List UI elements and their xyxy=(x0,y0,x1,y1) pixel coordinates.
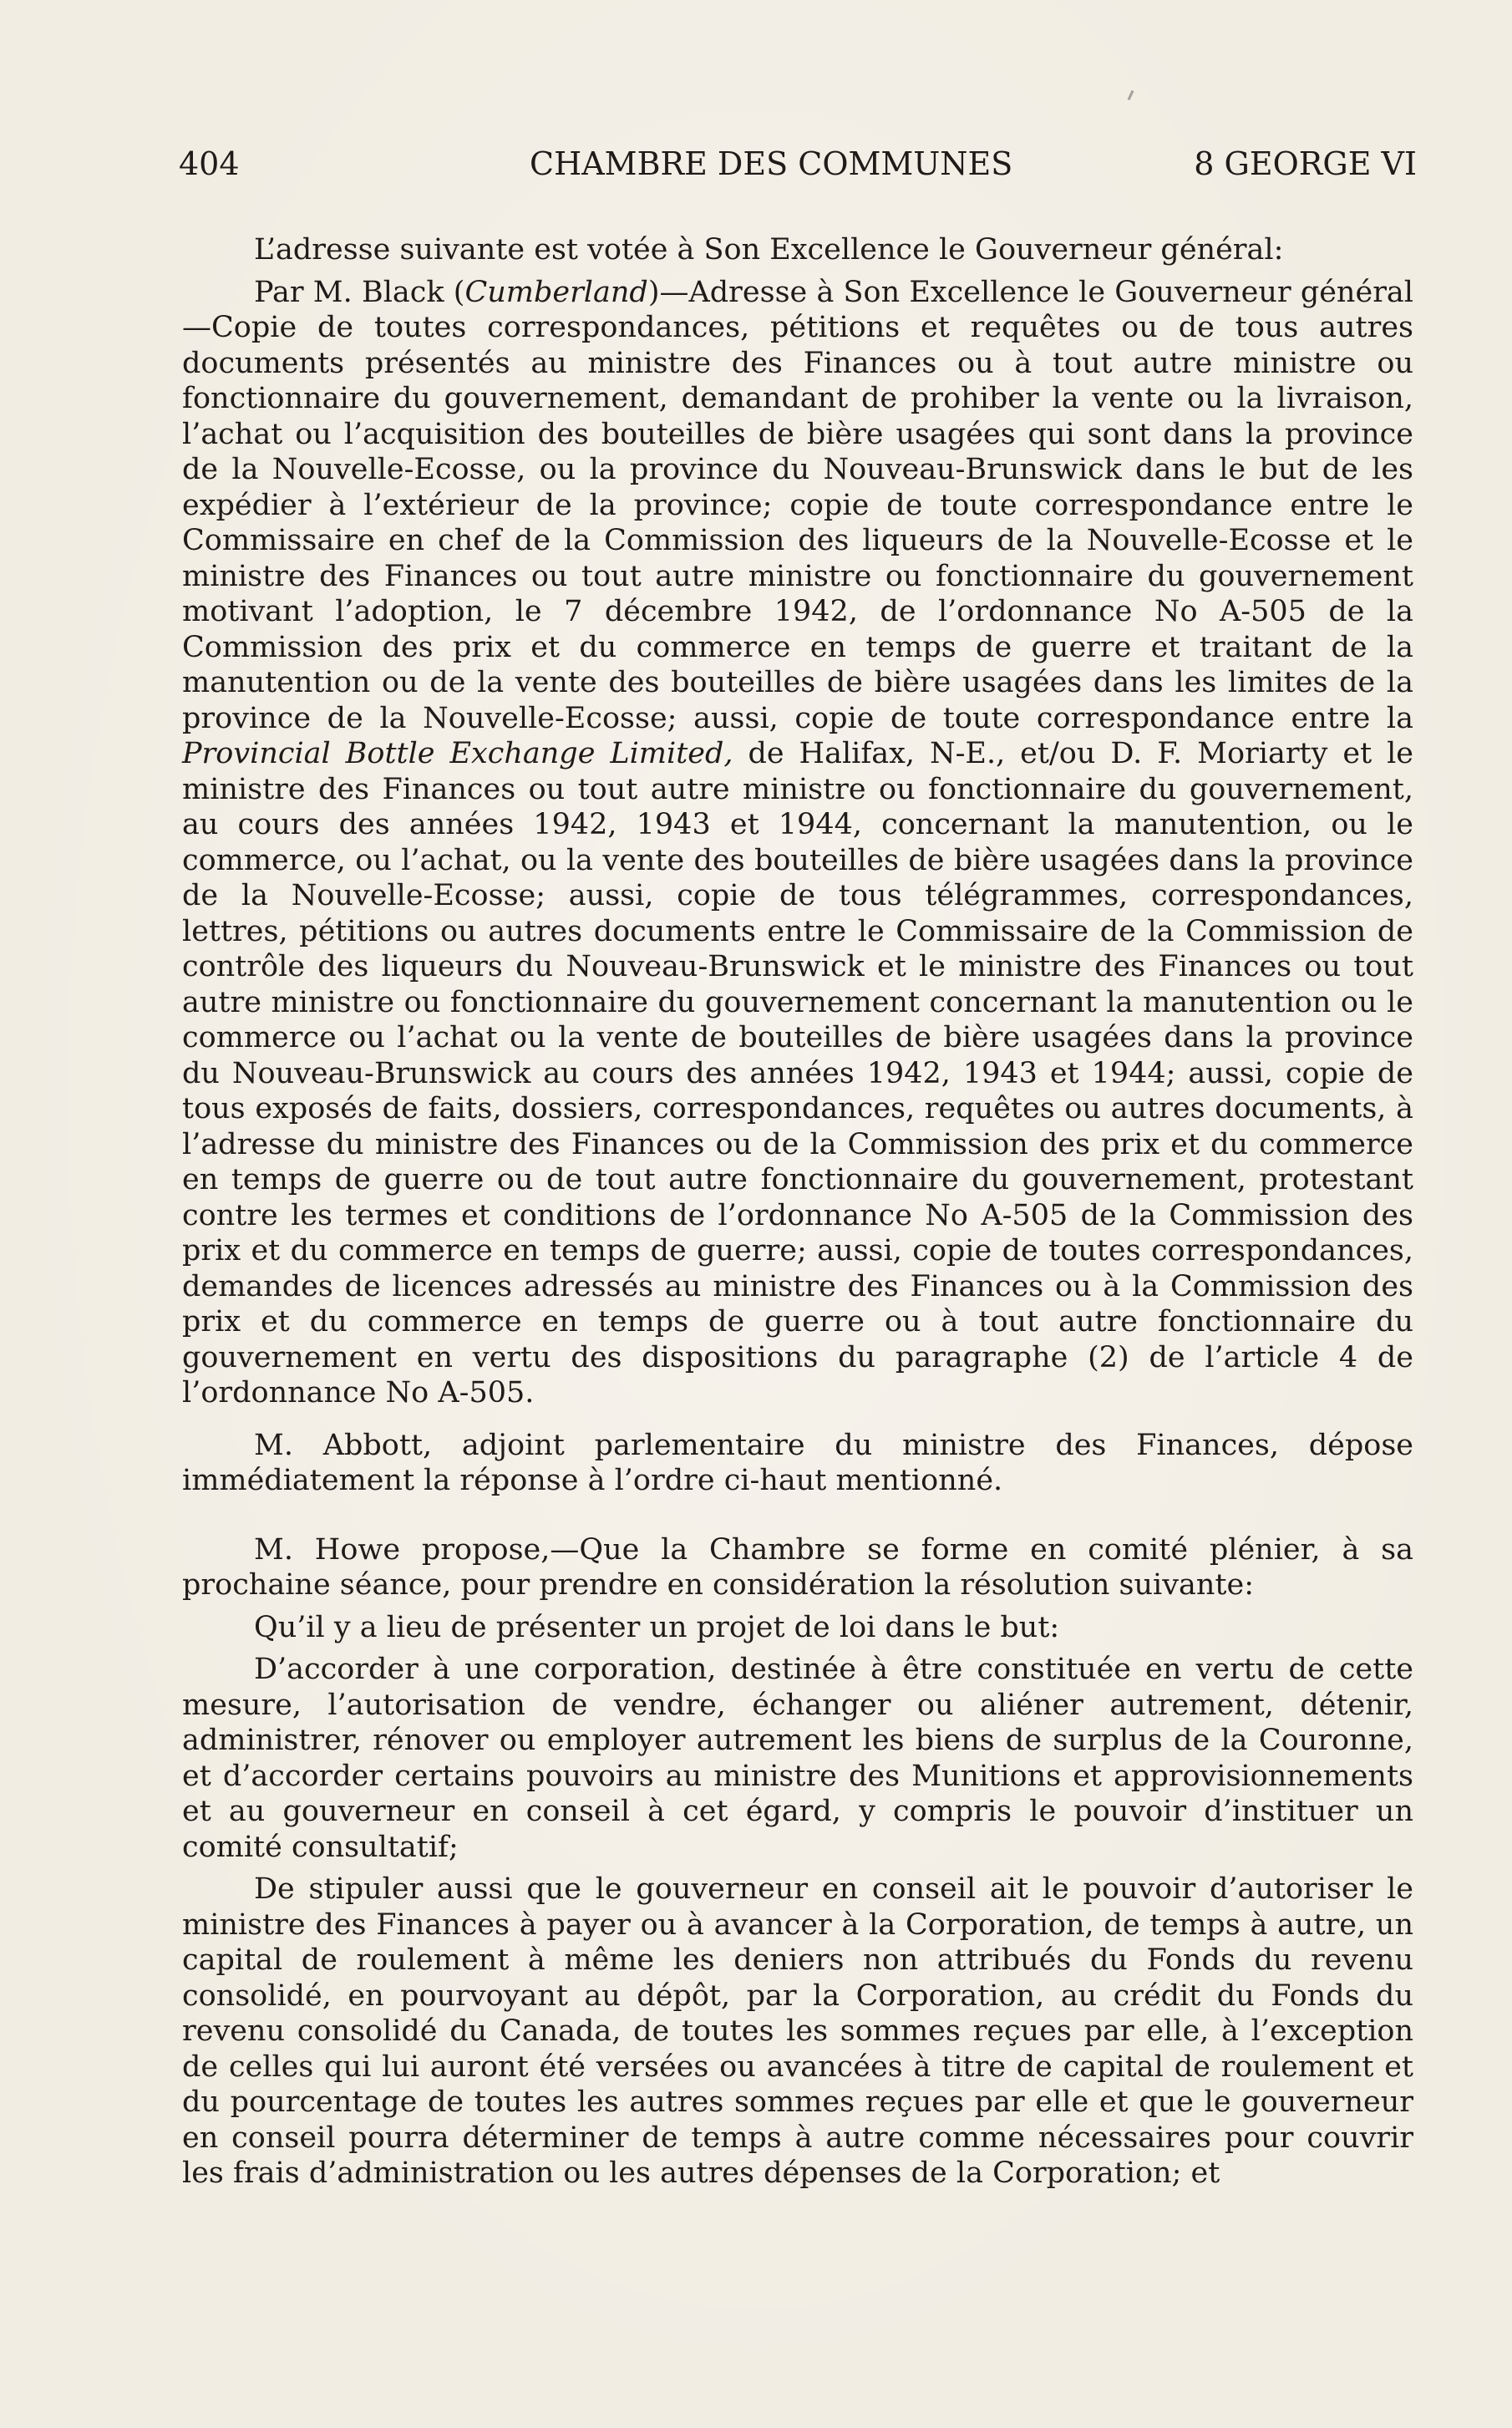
paragraph-resolution-capital: De stipuler aussi que le gouverneur en conseil ait le pouvoir d’autoriser le ministre des Finances à payer ou à avancer à la Corporation, de temps à autre, un capital de roulement à même les deniers non attribués du Fonds du revenu consolidé, en pourvoyant au dépôt, par la Corporation, au crédit du Fonds du revenu consolidé du Canada, de toutes les sommes reçues par elle, à l’exception de celles qui lui auront été versées ou avancées à titre de capital de roulement et du pourcentage de toutes les autres sommes reçues par elle et que le gouverneur en conseil pourra déterminer de temps à autre comme nécessaires pour couvrir les frais d’administration ou les autres dépenses de la Corporation; et xyxy=(182,1872,1413,2190)
paragraph-address-voted: L’adresse suivante est votée à Son Excellence le Gouverneur général: xyxy=(254,233,1284,267)
ink-mark xyxy=(1128,90,1134,100)
document-body xyxy=(182,232,1413,2192)
text-run: de Halifax, N-E., et/ou D. F. Moriarty et le ministre des Finances ou tout autre ministre ou fonctionnaire du gouvernement, au cours des années 1942, 1943 et 1944, concernant la manutention, ou le commerce, ou l’achat, ou la vente des bouteilles de bière usagées dans la province de la Nouvelle-Ecosse; aussi, copie de tous télégrammes, correspondances, lettres, pétitions ou autres documents entre le Commissaire de la Commission de contrôle des liqueurs du Nouveau-Brunswick et le ministre des Finances ou tout autre ministre ou fonctionnaire du gouvernement concernant la manutention ou le commerce ou l’achat ou la vente de bouteilles de bière usagées dans la province du Nouveau-Brunswick au cours des années 1942, 1943 et 1944; aussi, copie de tous exposés de faits, dossiers, correspondances, requêtes ou autres documents, à l’adresse du ministre des Finances ou de la Commission des prix et du commerce en temps de guerre ou de tout autre fonctionnaire du gouvernement, protestant contre les termes et conditions de l’ordonnance No A-505 de la Commission des prix et du commerce en temps de guerre; aussi, copie de toutes correspondances, demandes de licences adressés au ministre des Finances ou à la Commission des prix et du commerce en temps de guerre ou à tout autre fonctionnaire du gouvernement en vertu des dispositions du paragraphe (2) de l’article 4 de l’ordonnance No A-505. xyxy=(182,737,1413,1410)
paragraph-howe-proposes: M. Howe propose,—Que la Chambre se forme en comité plénier, à sa prochaine séance, pour prendre en considération la résolution suivante: xyxy=(182,1532,1413,1602)
page-number: 404 xyxy=(179,145,240,182)
text-run: )—Adresse à Son Excellence le Gouverneur général—Copie de toutes correspondances, pétitions et requêtes ou de tous autres documents présentés au ministre des Finances ou à tout autre ministre ou fonctionnaire du gouvernement, demandant de prohiber la vente ou la livraison, l’achat ou l’acquisition des bouteilles de bière usagées qui sont dans la province de la Nouvelle-Ecosse, ou la province du Nouveau-Brunswick dans le but de les expédier à l’extérieur de la province; copie de toute correspondance entre le Commissaire en chef de la Commission des liqueurs de la Nouvelle-Ecosse et le ministre des Finances ou tout autre ministre ou fonctionnaire du gouvernement motivant l’adoption, le 7 décembre 1942, de l’ordonnance No A-505 de la Commission des prix et du commerce en temps de guerre et traitant de la manutention ou de la vente des bouteilles de bière usagées dans les limites de la province de la Nouvelle-Ecosse; aussi, copie de toute correspondance entre la xyxy=(182,275,1413,735)
page-header xyxy=(179,140,1417,187)
paragraph-resolution-corporation: D’accorder à une corporation, destinée à être constituée en vertu de cette mesure, l’autorisation de vendre, échanger ou aliéner autrement, détenir, administrer, rénover ou employer autrement les biens de surplus de la Couronne, et d’accorder certains pouvoirs au ministre des Munitions et approvisionnements et au gouverneur en conseil à cet égard, y compris le pouvoir d’instituer un comité consultatif; xyxy=(182,1653,1413,1864)
italic-riding: Cumberland xyxy=(464,275,648,309)
reign-label: 8 GEORGE VI xyxy=(1194,145,1417,182)
italic-company-name: Provincial Bottle Exchange Limited, xyxy=(182,737,733,770)
paragraph-black-motion xyxy=(182,275,1413,1411)
running-title: CHAMBRE DES COMMUNES xyxy=(530,145,1013,182)
paragraph-abbott-tables: M. Abbott, adjoint parlementaire du ministre des Finances, dépose immédiatement la réponse à l’ordre ci-haut mentionné. xyxy=(182,1428,1413,1497)
paragraph-resolution-intro: Qu’il y a lieu de présenter un projet de loi dans le but: xyxy=(254,1610,1060,1644)
text-run: Par M. Black ( xyxy=(254,275,465,309)
